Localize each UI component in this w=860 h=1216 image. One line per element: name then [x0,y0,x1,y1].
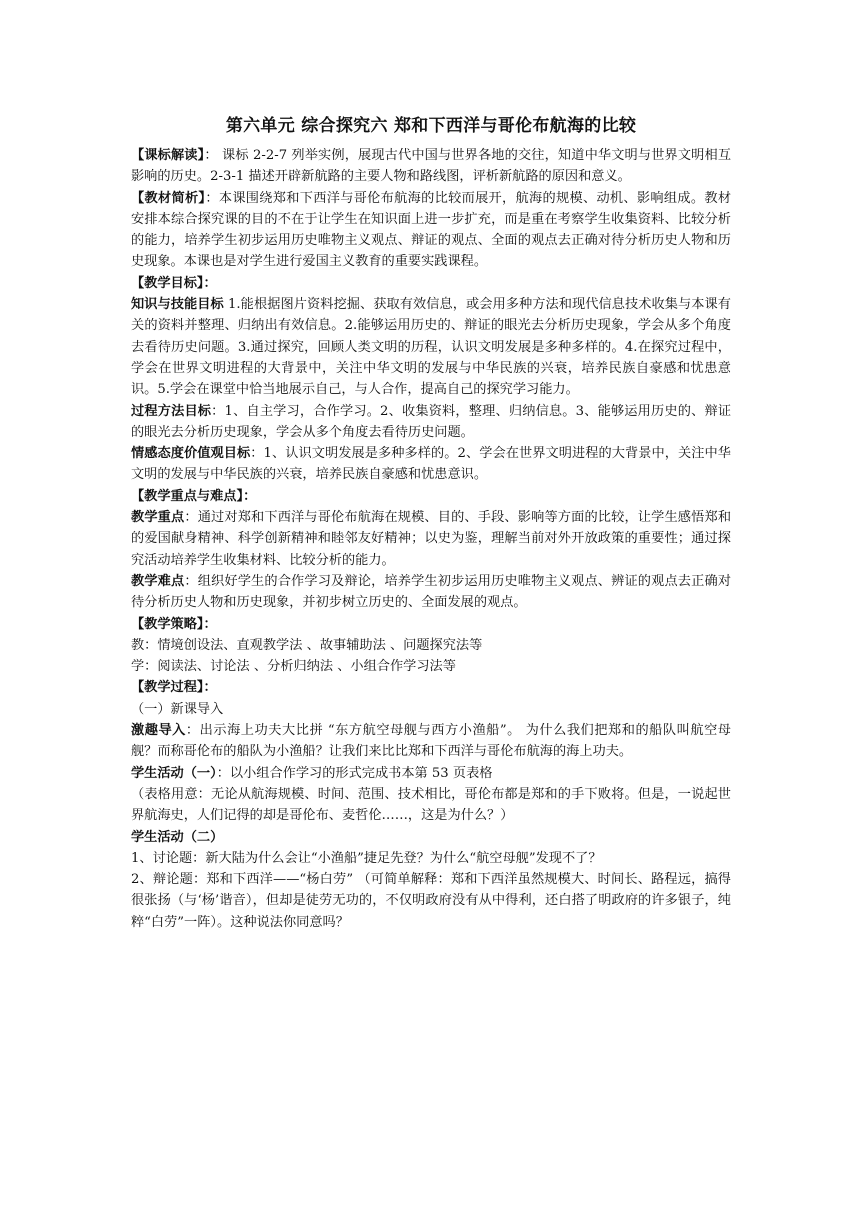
curriculum-sep: ： [204,148,218,163]
document-page [131,112,731,933]
emotion-goal [131,443,731,486]
process-goal [131,401,731,444]
process-goal-label: 过程方法目标 [131,403,212,419]
teaching-difficulty-text: ：组织好学生的合作学习及辩论，培养学生初步运用历史唯物主义观点、辨证的观点去正确对待分析历史人物和历史现象，并初步树立历史的、全面发展的观点。 [131,573,732,611]
process-heading: 【教学过程】： [131,680,217,696]
textbook-heading: 【教材简析】 [131,190,206,206]
hook-label: 激趣导入 [131,723,186,739]
activity-one-note: （表格用意：无论从航海规模、时间、范围、技术相比，哥伦布都是郑和的手下败将。但是，一说起世界航海史，人们记得的却是哥伦布、麦哲伦……，这是为什么？） [131,786,731,824]
intro-line: （一）新课导入 [131,701,224,717]
activity-two-label: 学生活动（二） [131,829,224,845]
discussion-question: 1、讨论题：新大陆为什么会让“小渔船”捷足先登？为什么“航空母舰”发现不了？ [131,850,602,866]
teaching-focus-text: ：通过对郑和下西洋与哥伦布航海在规模、目的、手段、影响等方面的比较，让学生感悟郑和的爱国献身精神、科学创新精神和睦邻友好精神；以史为鉴，理解当前对外开放政策的重要性；通过探究活动培养学生收集材料、比较分析的能力。 [131,510,732,568]
teaching-focus [131,507,731,571]
knowledge-goal-text: 1.能根据图片资料挖掘、获取有效信息，或会用多种方法和现代信息技术收集与本课有关的资料并整理、归纳出有效信息。2.能够运用历史的、辩证的眼光去分析历史现象，学会从多个角度去看待历史问题。3.通过探究，回顾人类文明的历程，认识文明发展是多种多样的。4.在探究过程中，学会在世界文明进程的大背景中，关注中华文明的发展与中华民族的兴衰，培养民族自豪感和忧患意识。5.学会在课堂中恰当地展示自己，与人合作，提高自己的探究学习能力。 [131,297,731,398]
activity-one [131,763,731,784]
hook-text: ：出示海上功夫大比拼 “东方航空母舰与西方小渔船”。 为什么我们把郑和的船队叫航空母舰？而称哥伦布的船队为小渔船？让我们来比比郑和下西洋与哥伦布航海的海上功夫。 [131,723,731,760]
key-points-heading: 【教学重点与难点】： [131,488,257,504]
curriculum-text: 课标 2-2-7 列举实例，展现古代中国与世界各地的交往，知道中华文明与世界文明相互影响的历史。2-3-1 描述开辟新航路的主要人物和路线图，评析新航路的原因和意义。 [131,148,732,185]
teaching-difficulty [131,571,731,614]
strategy-teach: 教：情境创设法、直观教学法 、故事辅助法 、问题探究法等 [131,637,483,653]
page-title: 第六单元 综合探究六 郑和下西洋与哥伦布航海的比较 [225,116,637,136]
textbook-paragraph [131,188,731,273]
curriculum-heading: 【课标解读】 [131,148,205,163]
activity-one-label: 学生活动（一） [131,765,217,781]
debate-question: 2、辩论题：郑和下西洋——“杨白劳” （可简单解释：郑和下西洋虽然规模大、时间长、路程远，搞得很张扬（与‘杨’谐音），但却是徒劳无功的，不仅明政府没有从中得利，还白搭了明政府的许多银子，纯粹“白劳”一阵）。这种说法你同意吗？ [131,872,731,930]
strategy-heading: 【教学策略】： [131,616,217,632]
curriculum-paragraph [131,145,731,188]
emotion-goal-text: ：1、认识文明发展是多种多样的。2、学会在世界文明进程的大背景中，关注中华文明的发展与中华民族的兴衰，培养民族自豪感和忧患意识。 [131,446,731,483]
knowledge-goal [131,294,731,400]
textbook-text: 本课围绕郑和下西洋与哥伦布航海的比较而展开，航海的规模、动机、影响组成。教材安排本综合探究课的目的不在于让学生在知识面上进一步扩充，而是重在考察学生收集资料、比较分析的能力，培养学生初步运用历史唯物主义观点、辩证的观点、全面的观点去正确对待分析历史人物和历史现象。本课也是对学生进行爱国主义教育的重要实践课程。 [131,190,732,270]
knowledge-goal-label: 知识与技能目标 [131,297,224,313]
textbook-sep: ： [205,190,219,206]
emotion-goal-label: 情感态度价值观目标 [131,446,251,462]
strategy-learn: 学：阅读法、讨论法 、分析归纳法 、小组合作学习法等 [131,659,456,675]
teaching-focus-label: 教学重点 [131,510,185,526]
goals-heading: 【教学目标】： [131,275,217,291]
activity-one-text: ：以小组合作学习的形式完成书本第 53 页表格 [216,765,493,781]
process-goal-text: ：1、自主学习，合作学习。2、收集资料，整理、归纳信息。3、能够运用历史的、辩证的眼光去分析历史现象，学会从多个角度去看待历史问题。 [131,403,732,440]
teaching-difficulty-label: 教学难点 [131,573,185,589]
hook-paragraph [131,720,731,763]
